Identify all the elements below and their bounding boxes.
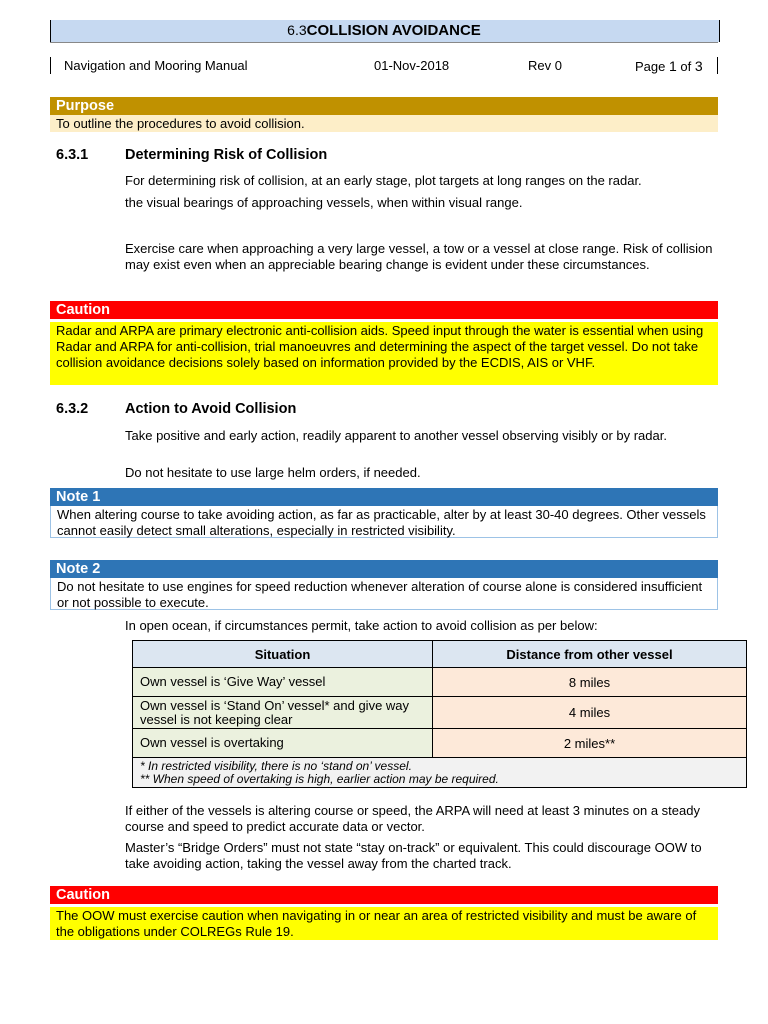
distance-cell: 8 miles <box>433 668 747 697</box>
section-632-para2: Do not hesitate to use large helm orders, if needed. <box>125 465 421 480</box>
caution-heading: Caution <box>50 301 718 319</box>
purpose-heading: Purpose <box>50 97 718 115</box>
table-footnote-1: * In restricted visibility, there is no ‘stand on’ vessel. <box>140 758 412 773</box>
revision-label: Rev 0 <box>528 58 562 73</box>
page-separator: of <box>676 59 695 74</box>
page-total: 3 <box>694 58 703 74</box>
table-row <box>133 697 747 729</box>
page-current: 1 <box>668 58 677 74</box>
table-header-row <box>133 641 747 668</box>
section-631-para1: For determining risk of collision, at an early stage, plot targets at long ranges on the radar. <box>125 173 642 188</box>
section-631-number: 6.3.1 <box>56 147 89 163</box>
table-footnote-cell <box>133 758 747 788</box>
collision-distance-table <box>132 640 747 788</box>
section-632-para5: Master’s “Bridge Orders” must not state “stay on-track” or equivalent. This could discourage OOW to take avoiding action, taking the vessel away from the charted track. <box>125 840 702 871</box>
caution2-heading: Caution <box>50 886 718 904</box>
table-row <box>133 668 747 697</box>
caution-text: Radar and ARPA are primary electronic anti-collision aids. Speed input through the water is essential when using Radar and ARPA for anti-collision, trial manoeuvres and determining the aspect of the target vessel. Do not take collision avoidance decisions solely based on information provided by the ECDIS, AIS or VHF. <box>50 322 718 385</box>
document-title <box>50 22 718 39</box>
distance-header: Distance from other vessel <box>433 641 747 668</box>
caution2-text: The OOW must exercise caution when navigating in or near an area of restricted visibility and must be aware of the obligations under COLREGs Rule 19. <box>50 907 718 940</box>
note2-heading: Note 2 <box>50 560 718 578</box>
section-632-para1: Take positive and early action, readily apparent to another vessel observing visibly or by radar. <box>125 428 667 443</box>
note2-text: Do not hesitate to use engines for speed reduction whenever alteration of course alone is considered insufficient or not possible to execute. <box>50 578 718 610</box>
page-indicator <box>635 58 703 74</box>
document-date: 01-Nov-2018 <box>374 58 450 73</box>
table-footnote-2: ** When speed of overtaking is high, earlier action may be required. <box>140 771 499 786</box>
header-divider <box>50 42 718 43</box>
distance-cell: 2 miles** <box>433 729 747 758</box>
section-631-para2: the visual bearings of approaching vessels, when within visual range. <box>125 195 523 210</box>
section-632-number: 6.3.2 <box>56 401 89 417</box>
header-right-tick <box>717 57 718 74</box>
section-title: COLLISION AVOIDANCE <box>306 22 481 39</box>
situation-cell: Own vessel is ‘Give Way’ vessel <box>133 668 433 697</box>
table-row <box>133 729 747 758</box>
table-footnote-row <box>133 758 747 788</box>
situation-cell: Own vessel is overtaking <box>133 729 433 758</box>
section-632-para3: In open ocean, if circumstances permit, take action to avoid collision as per below: <box>125 618 598 633</box>
section-632-title: Action to Avoid Collision <box>125 401 297 417</box>
distance-cell: 4 miles <box>433 697 747 729</box>
situation-header: Situation <box>133 641 433 668</box>
note1-text: When altering course to take avoiding action, as far as practicable, alter by at least 30-40 degrees. Other vessels cannot easily detect small alterations, especially in restricted visibility. <box>50 506 718 538</box>
header-left-tick <box>50 57 51 74</box>
situation-cell: Own vessel is ‘Stand On’ vessel* and give way vessel is not keeping clear <box>133 697 433 729</box>
section-number: 6.3 <box>287 22 307 38</box>
page-prefix: Page <box>635 59 669 74</box>
note1-heading: Note 1 <box>50 488 718 506</box>
purpose-text: To outline the procedures to avoid collision. <box>50 115 718 132</box>
section-631-title: Determining Risk of Collision <box>125 147 328 163</box>
manual-name: Navigation and Mooring Manual <box>64 58 248 73</box>
section-632-para4: If either of the vessels is altering course or speed, the ARPA will need at least 3 minutes on a steady course and speed to predict accurate data or vector. <box>125 803 700 834</box>
section-631-para3: Exercise care when approaching a very large vessel, a tow or a vessel at close range. Risk of collision may exist even when an appreciable bearing change is evident under these circumstances. <box>125 241 713 272</box>
